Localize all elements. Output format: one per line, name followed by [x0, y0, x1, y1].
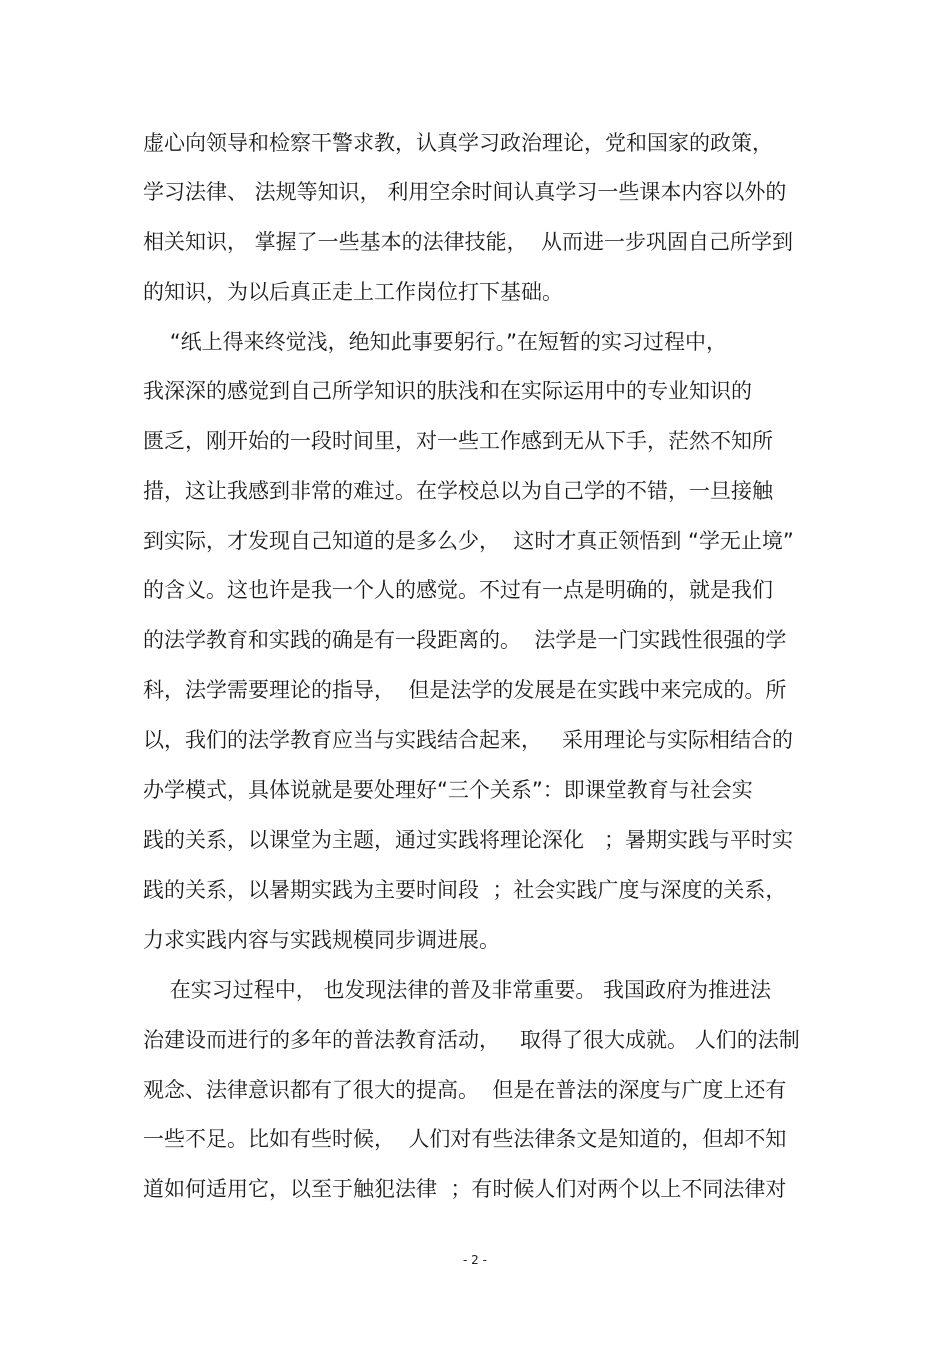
text-line: 学习法律、 法规等知识， 利用空余时间认真学习一些课本内容以外的: [143, 180, 787, 204]
text-line: 在实习过程中， 也发现法律的普及非常重要。 我国政府为推进法: [143, 978, 772, 1002]
text-line: 匮乏，刚开始的一段时间里，对一些工作感到无从下手，茫然不知所: [143, 429, 773, 453]
text-line: 措，这让我感到非常的难过。在学校总以为自己学的不错，一旦接触: [143, 479, 773, 503]
text-line: 观念、法律意识都有了很大的提高。 但是在普法的深度与广度上还有: [143, 1078, 787, 1102]
text-line: 践的关系，以课堂为主题，通过实践将理论深化 ；暑期实践与平时实: [143, 828, 794, 852]
text-line: “纸上得来终觉浅，绝知此事要躬行。”在短暂的实习过程中，: [143, 330, 727, 354]
text-line: 科，法学需要理论的指导， 但是法学的发展是在实践中来完成的。所: [143, 678, 787, 702]
text-line: 到实际，才发现自己知道的是多么少， 这时才真正领悟到 “学无止境”: [143, 529, 794, 553]
text-line: 虚心向领导和检察干警求教，认真学习政治理论，党和国家的政策，: [143, 131, 773, 155]
text-line: 以，我们的法学教育应当与实践结合起来， 采用理论与实际相结合的: [143, 728, 794, 752]
text-line: 一些不足。比如有些时候， 人们对有些法律条文是知道的，但却不知: [143, 1127, 787, 1151]
text-line: 办学模式，具体说就是要处理好“三个关系”：即课堂教育与社会实: [143, 778, 753, 802]
text-line: 治建设而进行的多年的普法教育活动， 取得了很大成就。 人们的法制: [143, 1028, 800, 1052]
text-line: 的含义。这也许是我一个人的感觉。不过有一点是明确的，就是我们: [143, 578, 773, 602]
text-line: 的知识，为以后真正走上工作岗位打下基础。: [143, 280, 563, 304]
page-number: - 2 -: [463, 1253, 487, 1267]
text-line: 相关知识， 掌握了一些基本的法律技能， 从而进一步巩固自己所学到: [143, 230, 794, 254]
text-line: 我深深的感觉到自己所学知识的肤浅和在实际运用中的专业知识的: [143, 379, 752, 403]
text-line: 道如何适用它，以至于触犯法律 ；有时候人们对两个以上不同法律对: [143, 1177, 787, 1201]
text-line: 力求实践内容与实践规模同步调进展。: [143, 928, 500, 952]
text-line: 践的关系，以暑期实践为主要时间段 ；社会实践广度与深度的关系，: [143, 878, 787, 902]
text-line: 的法学教育和实践的确是有一段距离的。 法学是一门实践性很强的学: [143, 628, 787, 652]
